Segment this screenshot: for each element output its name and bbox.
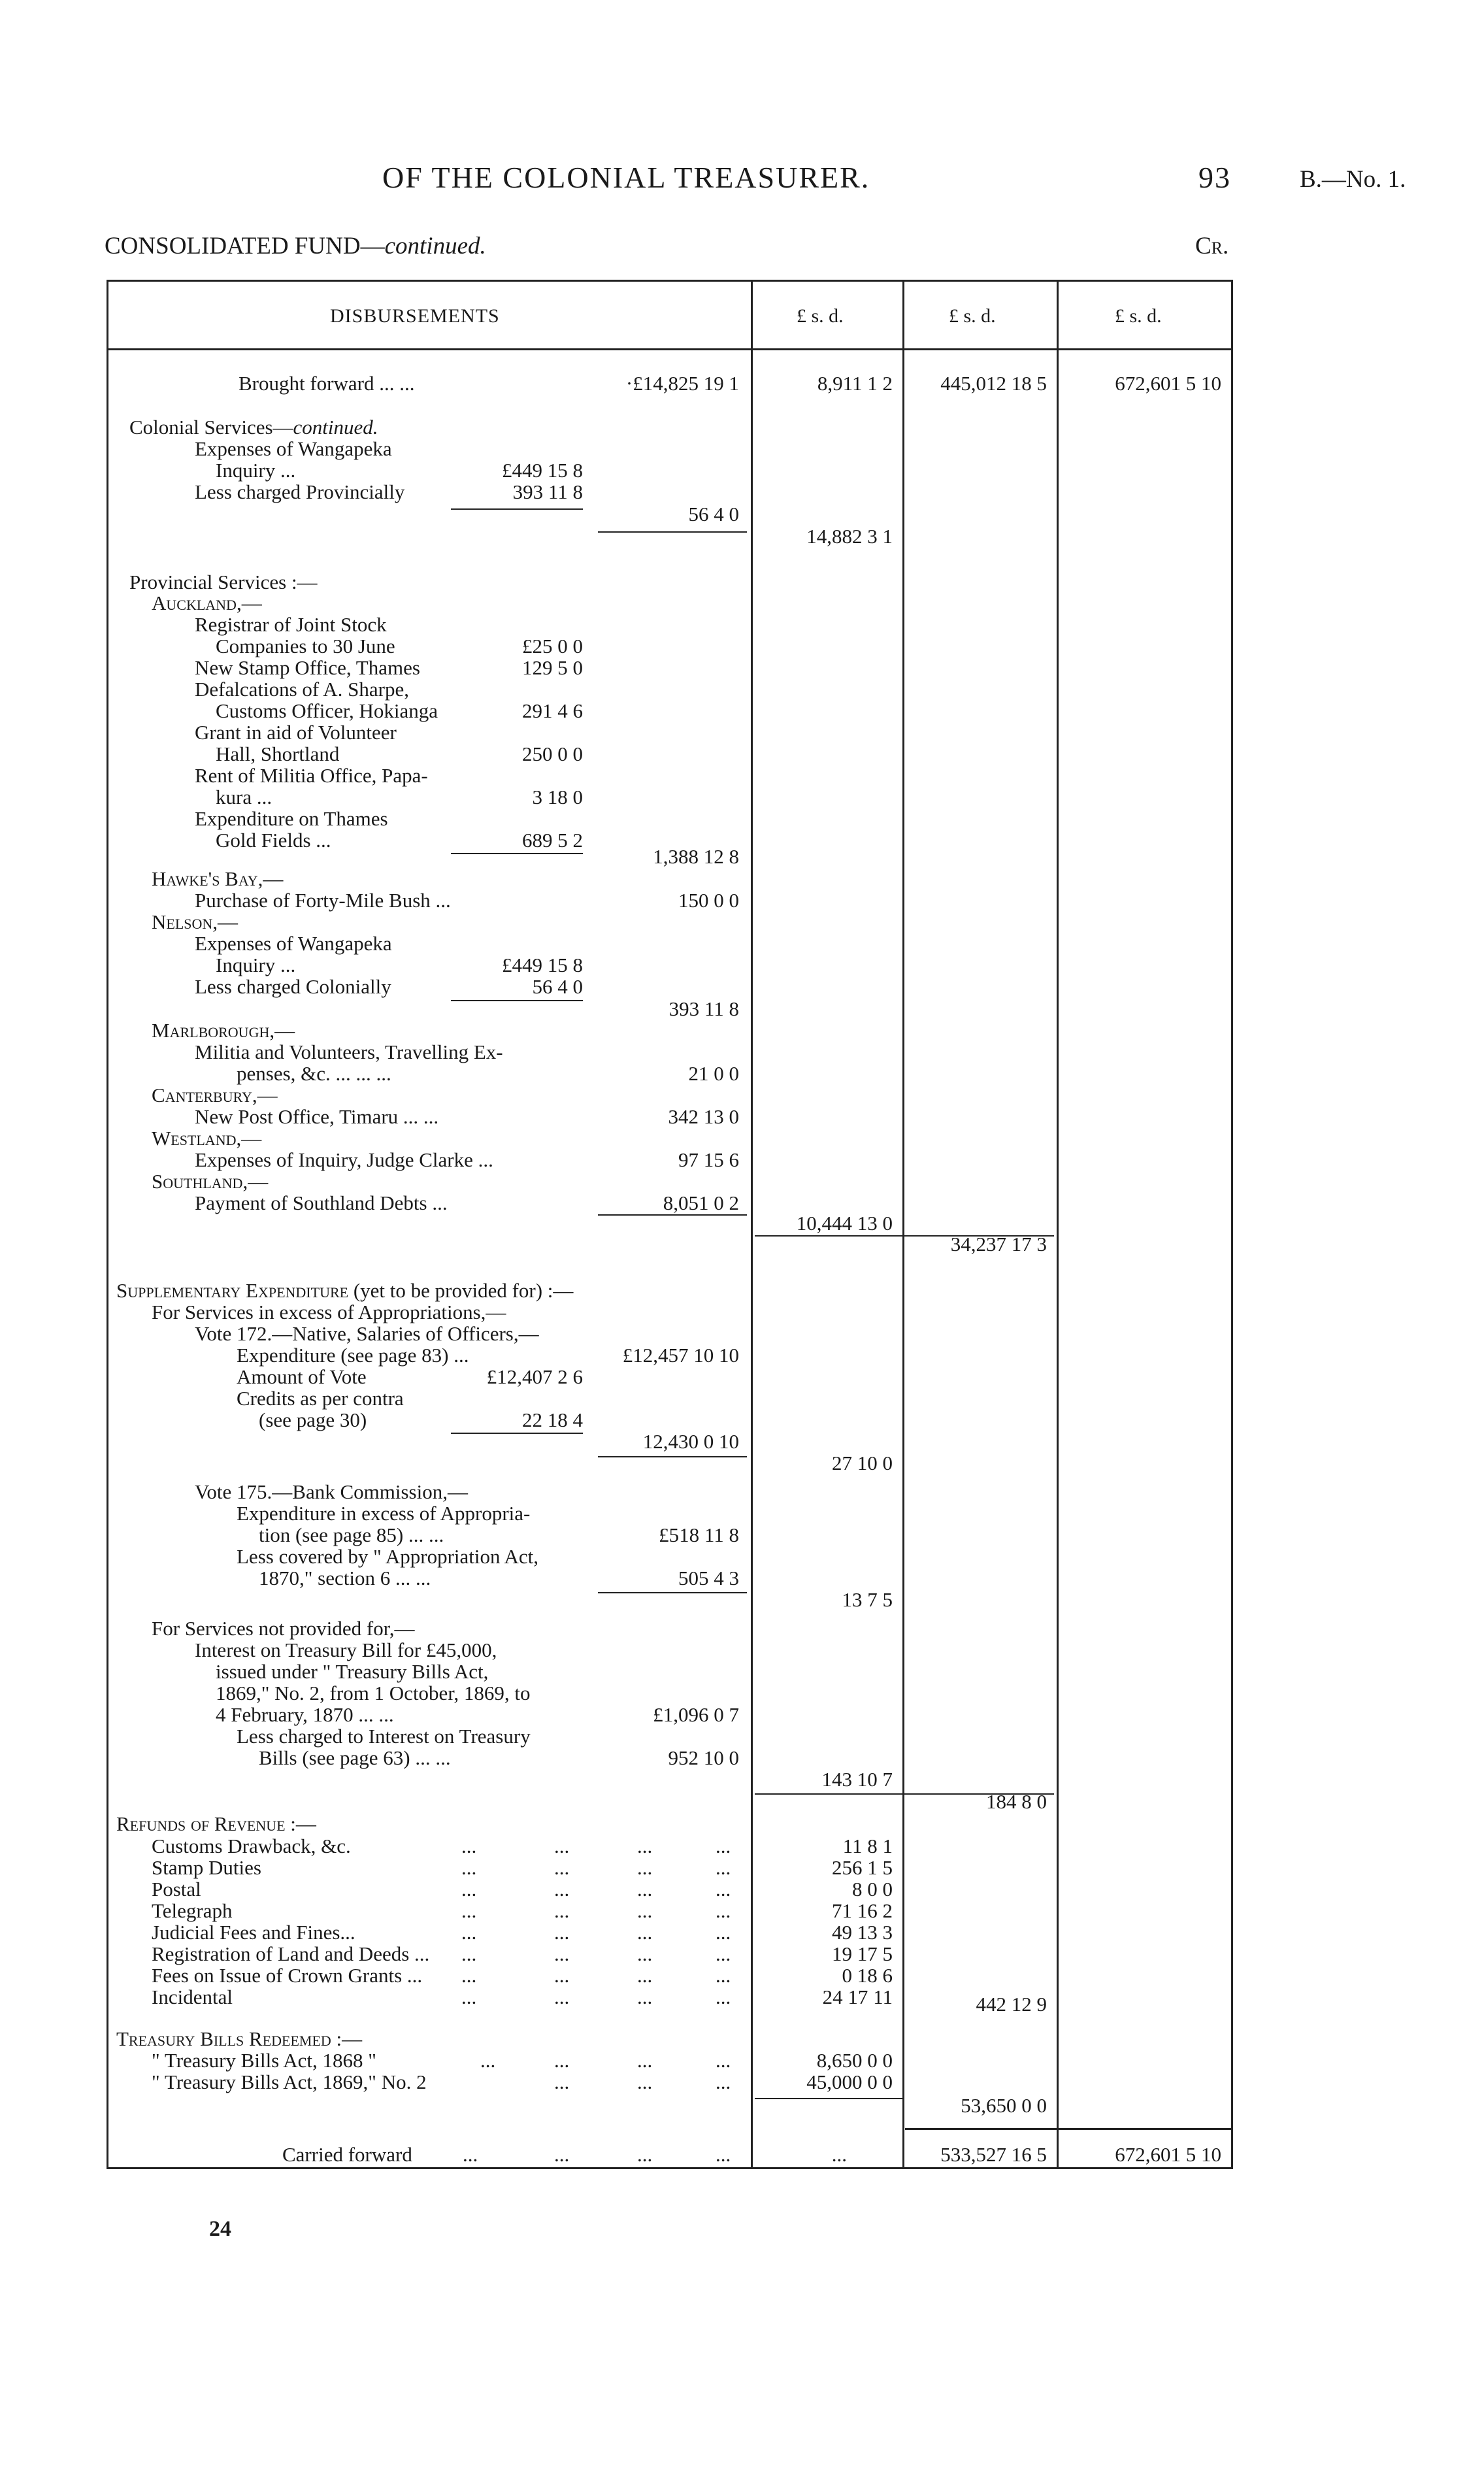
refunds-heading-title: Refunds of Revenue xyxy=(116,1812,286,1835)
amount: 45,000 0 0 xyxy=(806,2070,893,2093)
amount: £449 15 8 xyxy=(502,459,583,482)
text-line: issued under " Treasury Bills Act, xyxy=(216,1660,489,1683)
brought-forward-col1: 8,911 1 2 xyxy=(817,372,893,395)
leader-dots: ... xyxy=(637,2049,653,2072)
amount: 393 11 8 xyxy=(668,997,739,1020)
text-line: kura ... xyxy=(216,786,272,808)
amount: 250 0 0 xyxy=(522,742,583,765)
text-line: Companies to 30 June xyxy=(216,635,395,657)
text-line: 1869," No. 2, from 1 October, 1869, to xyxy=(216,1682,531,1704)
text-line: Interest on Treasury Bill for £45,000, xyxy=(195,1638,497,1661)
carried-forward-col3: 672,601 5 10 xyxy=(1115,2143,1221,2166)
rule xyxy=(451,853,583,854)
supplementary-heading xyxy=(116,1280,573,1301)
page-title: OF THE COLONIAL TREASURER. xyxy=(382,161,870,194)
text-line: Vote 175.—Bank Commission,— xyxy=(195,1480,468,1503)
refund-amount: 8 0 0 xyxy=(852,1878,893,1901)
text-line: 1870," section 6 ... ... xyxy=(259,1567,431,1589)
rule xyxy=(598,1214,747,1216)
refund-amount: 49 13 3 xyxy=(832,1921,893,1944)
amount: £25 0 0 xyxy=(522,635,583,657)
leader-dots: ... xyxy=(554,2143,570,2166)
leader-dots: ... xyxy=(554,1942,570,1965)
amount: 143 10 7 xyxy=(821,1768,893,1791)
amount: £449 15 8 xyxy=(502,954,583,976)
leader-dots: ... xyxy=(637,1964,653,1987)
text-line: Amount of Vote xyxy=(237,1365,367,1388)
text-line: For Services not provided for,— xyxy=(152,1617,415,1640)
leader-dots: ... xyxy=(480,2049,496,2072)
text-line: penses, &c. ... ... ... xyxy=(237,1062,391,1085)
amount: 97 15 6 xyxy=(678,1148,739,1171)
text-line: Expenditure in excess of Appropria- xyxy=(237,1502,531,1525)
treasury-bills-heading-colon: :— xyxy=(331,2027,363,2050)
leader-dots: ... xyxy=(554,1921,570,1944)
text-line: Vote 172.—Native, Salaries of Officers,— xyxy=(195,1322,539,1345)
rule xyxy=(451,1433,583,1434)
amount: 505 4 3 xyxy=(678,1567,739,1589)
brought-forward-col3: 672,601 5 10 xyxy=(1115,372,1221,395)
leader-dots: ... xyxy=(716,1835,731,1857)
leader-dots: ... xyxy=(554,2049,570,2072)
document-reference: B.—No. 1. xyxy=(1300,166,1406,193)
rule xyxy=(598,1456,747,1457)
leader-dots: ... xyxy=(461,1921,477,1944)
header-bottom-border xyxy=(107,348,1233,350)
text-line: Less covered by " Appropriation Act, xyxy=(237,1545,539,1568)
text-line: Expenditure on Thames xyxy=(195,807,388,830)
provincial-services-heading: Provincial Services :— xyxy=(129,571,318,593)
province-nelson: Nelson,— xyxy=(152,910,239,933)
refund-label: Registration of Land and Deeds ... xyxy=(152,1942,430,1965)
refund-amount: 24 17 11 xyxy=(822,1985,893,2008)
amount: 21 0 0 xyxy=(688,1062,739,1085)
amount: 56 4 0 xyxy=(688,503,739,525)
text-line: Credits as per contra xyxy=(237,1387,404,1410)
leader-dots: ... xyxy=(554,1985,570,2008)
list-item: " Treasury Bills Act, 1869," No. 2 xyxy=(152,2070,427,2093)
text-line: Grant in aid of Volunteer xyxy=(195,721,397,744)
refund-label: Fees on Issue of Crown Grants ... xyxy=(152,1964,423,1987)
leader-dots: ... xyxy=(716,2070,731,2093)
amount: 393 11 8 xyxy=(512,480,583,503)
supplementary-grand-total: 184 8 0 xyxy=(986,1790,1047,1813)
text-line: Expenses of Inquiry, Judge Clarke ... xyxy=(195,1148,493,1171)
supplementary-heading-note: (yet to be provided for) :— xyxy=(348,1279,574,1302)
rule xyxy=(451,1000,583,1001)
amount: 291 4 6 xyxy=(522,699,583,722)
leader-dots: ... xyxy=(716,2143,731,2166)
leader-dots: ... xyxy=(637,2070,653,2093)
amount: 150 0 0 xyxy=(678,889,739,912)
text-line: For Services in excess of Appropriations,— xyxy=(152,1301,506,1323)
text-line: Rent of Militia Office, Papa- xyxy=(195,764,428,787)
text-line: New Post Office, Timaru ... ... xyxy=(195,1105,439,1128)
text-line: Customs Officer, Hokianga xyxy=(216,699,438,722)
footer-number: 24 xyxy=(209,2217,231,2241)
text-line: Expenses of Wangapeka xyxy=(195,437,392,460)
leader-dots: ... xyxy=(716,1899,731,1922)
column-2-heading: £ s. d. xyxy=(949,305,996,327)
column-1-heading: £ s. d. xyxy=(797,305,844,327)
leader-dots: ... xyxy=(637,1921,653,1944)
rule xyxy=(598,1592,747,1593)
supplementary-heading-title: Supplementary Expenditure xyxy=(116,1279,349,1302)
leader-dots: ... xyxy=(716,1964,731,1987)
text-line: Gold Fields ... xyxy=(216,829,331,852)
colonial-total: 14,882 3 1 xyxy=(806,525,893,548)
leader-dots: ... xyxy=(554,1878,570,1901)
text-line: Purchase of Forty-Mile Bush ... xyxy=(195,889,451,912)
amount: 689 5 2 xyxy=(522,829,583,852)
brought-forward-inner: ·£14,825 19 1 xyxy=(625,372,739,395)
text-line: Less charged to Interest on Treasury xyxy=(237,1725,531,1748)
refund-amount: 0 18 6 xyxy=(842,1964,893,1987)
section-title xyxy=(105,232,486,260)
refund-label: Postal xyxy=(152,1878,201,1901)
disbursements-heading: DISBURSEMENTS xyxy=(330,305,500,327)
table-bottom-border xyxy=(107,2167,1233,2169)
province-auckland: Auckland,— xyxy=(152,591,262,614)
leader-dots: ... xyxy=(554,1899,570,1922)
leader-dots: ... xyxy=(637,1878,653,1901)
text-line: Expenditure (see page 83) ... xyxy=(237,1344,469,1367)
carried-forward-label: Carried forward xyxy=(282,2143,412,2166)
text-line: Less charged Provincially xyxy=(195,480,405,503)
leader-dots: ... xyxy=(461,1899,477,1922)
leader-dots: ... xyxy=(461,1878,477,1901)
text-line: Expenses of Wangapeka xyxy=(195,932,392,955)
province-hawkes-bay: Hawke's Bay,— xyxy=(152,867,284,890)
refunds-grand-total: 442 12 9 xyxy=(976,1993,1047,2016)
refund-label: Incidental xyxy=(152,1985,233,2008)
leader-dots: ... xyxy=(637,1835,653,1857)
leader-dots: ... xyxy=(637,1942,653,1965)
province-marlborough: Marlborough,— xyxy=(152,1019,295,1042)
leader-dots: ... xyxy=(463,2143,478,2166)
refunds-heading-colon: :— xyxy=(285,1812,316,1835)
text-line: (see page 30) xyxy=(259,1408,367,1431)
carried-forward-col1: ... xyxy=(831,2143,847,2166)
amount: £1,096 0 7 xyxy=(653,1703,739,1726)
refund-amount: 11 8 1 xyxy=(842,1835,893,1857)
column-3-heading: £ s. d. xyxy=(1115,305,1162,327)
brought-forward-label: Brought forward ... ... xyxy=(239,372,415,395)
leader-dots: ... xyxy=(461,1964,477,1987)
amount: 8,650 0 0 xyxy=(816,2049,893,2072)
text-line: 4 February, 1870 ... ... xyxy=(216,1703,394,1726)
refund-label: Judicial Fees and Fines... xyxy=(152,1921,355,1944)
services-grand-total: 34,237 17 3 xyxy=(950,1233,1047,1255)
leader-dots: ... xyxy=(554,2070,570,2093)
column-divider-1 xyxy=(751,280,753,2167)
treasury-grand-total: 53,650 0 0 xyxy=(961,2094,1047,2117)
section-title-main: CONSOLIDATED FUND— xyxy=(105,233,385,259)
text-line: Militia and Volunteers, Travelling Ex- xyxy=(195,1040,503,1063)
refund-label: Telegraph xyxy=(152,1899,233,1922)
amount: 56 4 0 xyxy=(532,975,583,998)
province-southland: Southland,— xyxy=(152,1170,269,1193)
leader-dots: ... xyxy=(716,1942,731,1965)
leader-dots: ... xyxy=(716,2049,731,2072)
leader-dots: ... xyxy=(461,1942,477,1965)
amount: 22 18 4 xyxy=(522,1408,583,1431)
province-westland: Westland,— xyxy=(152,1127,262,1150)
leader-dots: ... xyxy=(461,1856,477,1879)
carried-forward-rule xyxy=(905,2128,1233,2130)
amount: 27 10 0 xyxy=(832,1452,893,1474)
refunds-heading xyxy=(116,1813,316,1835)
column-divider-2 xyxy=(902,280,904,2167)
rule xyxy=(598,531,747,533)
text-line: Bills (see page 63) ... ... xyxy=(259,1746,451,1769)
amount: 8,051 0 2 xyxy=(663,1191,739,1214)
amount: 129 5 0 xyxy=(522,656,583,679)
leader-dots: ... xyxy=(637,1856,653,1879)
amount: 13 7 5 xyxy=(842,1588,893,1611)
text-line: Inquiry ... xyxy=(216,954,296,976)
table-right-border xyxy=(1231,280,1233,2167)
refund-amount: 256 1 5 xyxy=(832,1856,893,1879)
leader-dots: ... xyxy=(461,1985,477,2008)
leader-dots: ... xyxy=(637,2143,653,2166)
amount: £12,407 2 6 xyxy=(486,1365,583,1388)
provincial-total: 10,444 13 0 xyxy=(796,1212,893,1235)
text-line: Registrar of Joint Stock xyxy=(195,613,387,636)
rule xyxy=(755,2098,904,2099)
amount: 12,430 0 10 xyxy=(642,1430,739,1453)
leader-dots: ... xyxy=(716,1878,731,1901)
amount: 1,388 12 8 xyxy=(653,845,739,868)
leader-dots: ... xyxy=(554,1856,570,1879)
leader-dots: ... xyxy=(637,1985,653,2008)
amount: 342 13 0 xyxy=(668,1105,739,1128)
text-line: Payment of Southland Debts ... xyxy=(195,1191,448,1214)
leader-dots: ... xyxy=(716,1856,731,1879)
treasury-bills-heading-title: Treasury Bills Redeemed xyxy=(116,2027,331,2050)
text-line: Defalcations of A. Sharpe, xyxy=(195,678,409,701)
credit-side-label: Cr. xyxy=(1195,233,1229,259)
leader-dots: ... xyxy=(637,1899,653,1922)
colonial-services-heading: Colonial Services—continued. xyxy=(129,416,378,439)
text-line: Hall, Shortland xyxy=(216,742,340,765)
table-left-border xyxy=(107,280,108,2167)
page-number: 93 xyxy=(1198,161,1231,194)
leader-dots: ... xyxy=(461,1835,477,1857)
rule xyxy=(451,508,583,510)
text-line: Less charged Colonially xyxy=(195,975,391,998)
leader-dots: ... xyxy=(554,1835,570,1857)
brought-forward-col2: 445,012 18 5 xyxy=(940,372,1047,395)
refund-amount: 19 17 5 xyxy=(832,1942,893,1965)
province-canterbury: Canterbury,— xyxy=(152,1084,278,1106)
amount: £518 11 8 xyxy=(659,1523,739,1546)
text-line: New Stamp Office, Thames xyxy=(195,656,420,679)
refund-label: Customs Drawback, &c. xyxy=(152,1835,351,1857)
leader-dots: ... xyxy=(716,1985,731,2008)
text-line: tion (see page 85) ... ... xyxy=(259,1523,444,1546)
table-top-border xyxy=(107,280,1233,282)
carried-forward-col2: 533,527 16 5 xyxy=(940,2143,1047,2166)
column-divider-3 xyxy=(1057,280,1059,2167)
treasury-bills-heading xyxy=(116,2028,362,2050)
list-item: " Treasury Bills Act, 1868 " xyxy=(152,2049,376,2072)
section-title-continued: continued. xyxy=(384,233,486,259)
text-line: Inquiry ... xyxy=(216,459,296,482)
leader-dots: ... xyxy=(554,1964,570,1987)
refund-label: Stamp Duties xyxy=(152,1856,261,1879)
leader-dots: ... xyxy=(716,1921,731,1944)
amount: 3 18 0 xyxy=(532,786,583,808)
refund-amount: 71 16 2 xyxy=(832,1899,893,1922)
amount: 952 10 0 xyxy=(668,1746,739,1769)
amount: £12,457 10 10 xyxy=(622,1344,739,1367)
